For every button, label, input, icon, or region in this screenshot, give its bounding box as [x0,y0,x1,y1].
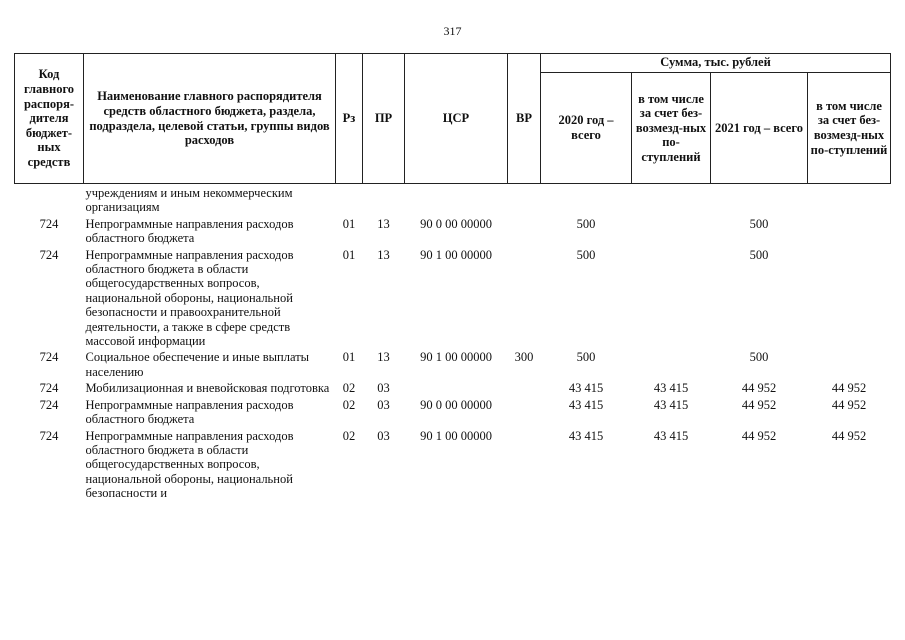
cell-vr [508,215,541,246]
table-header [15,54,891,184]
cell-csr: 90 0 00 00000 [420,216,492,231]
cell-pr: 03 [377,428,390,443]
cell-2021-total: 500 [749,350,769,365]
cell-vr [508,427,541,501]
cell-2020-total: 43 415 [568,381,604,396]
cell-code: 724 [39,428,59,443]
cell-2021-free [808,246,891,349]
cell-2021-free [808,215,891,246]
cell-2020-free [632,348,711,379]
cell-name: Непрограммные направления расходов областного бюджета в области общегосударственных вопросов, национальной обороны, национальной безопасности и [85,428,294,501]
cell-name: учреждениям и иным некоммерческим организациям [85,186,293,215]
cell-2020-free [632,246,711,349]
cell-2020-free [632,215,711,246]
cell-2020-total: 500 [576,247,596,262]
header-pr: ПР [363,54,405,184]
cell-vr [508,184,541,215]
cell-csr: 90 1 00 00000 [420,428,492,443]
cell-2020-free: 43 415 [653,381,689,396]
header-rz: Рз [336,54,363,184]
cell-pr: 03 [377,381,390,396]
cell-2020-total: 500 [576,350,596,365]
cell-2021-total: 500 [749,216,769,231]
cell-2021-free: 44 952 [831,428,867,443]
cell-2020-total: 43 415 [568,428,604,443]
cell-2021-total: 500 [749,247,769,262]
cell-2021-free: 44 952 [831,397,867,412]
table-row [15,348,891,379]
cell-vr: 300 [514,350,534,365]
table-row [15,379,891,395]
page-number: 317 [443,24,462,38]
cell-code: 724 [39,381,59,396]
cell-2020-free: 43 415 [653,428,689,443]
cell-vr [508,246,541,349]
table-row [15,396,891,427]
cell-pr: 13 [377,216,390,231]
table-row [15,246,891,349]
table-row [15,184,891,215]
cell-2021-free [808,184,891,215]
cell-rz: 02 [342,397,356,412]
cell-2021-total [711,184,808,215]
cell-code: 724 [39,397,59,412]
cell-csr [405,379,508,395]
cell-code: 724 [39,247,59,262]
cell-rz: 01 [342,350,356,365]
cell-name: Непрограммные направления расходов областного бюджета в области общегосударственных вопросов, национальной обороны, национальной безопасности и правоохранительной деятельности, а также в сфере средств массовой информации [85,247,294,349]
cell-csr [405,184,508,215]
header-2020-free: в том числе за счет без-возмезд-ных по-ступлений [632,73,711,184]
cell-2020-free [632,184,711,215]
cell-csr: 90 1 00 00000 [420,247,492,262]
cell-2020-free: 43 415 [653,397,689,412]
header-sum-title: Сумма, тыс. рублей [541,54,891,73]
cell-rz: 02 [342,381,356,396]
cell-rz: 01 [342,247,356,262]
cell-2021-total: 44 952 [741,381,777,396]
cell-pr: 13 [377,350,390,365]
cell-code [15,184,84,215]
header-2020-total: 2020 год – всего [541,73,632,184]
cell-2021-total: 44 952 [741,428,777,443]
cell-rz: 01 [342,216,356,231]
cell-name: Непрограммные направления расходов областного бюджета [85,216,294,246]
cell-rz: 02 [342,428,356,443]
cell-pr: 13 [377,247,390,262]
cell-name: Социальное обеспечение и иные выплаты населению [85,350,310,379]
cell-pr [363,184,405,215]
cell-code: 724 [39,350,59,365]
cell-2020-total: 500 [576,216,596,231]
table-row [15,427,891,501]
header-code: Код главного распоря-дителя бюджет-ных средств [15,54,84,184]
header-2021-total: 2021 год – всего [711,73,808,184]
header-csr: ЦСР [405,54,508,184]
cell-2021-free: 44 952 [831,381,867,396]
cell-vr [508,379,541,395]
cell-code: 724 [39,216,59,231]
header-name: Наименование главного распорядителя средств областного бюджета, раздела, подраздела, целевой статьи, группы видов расходов [84,54,336,184]
cell-csr: 90 0 00 00000 [420,397,492,412]
cell-rz [336,184,363,215]
cell-pr: 03 [377,397,390,412]
cell-2020-total [541,184,632,215]
table-body [15,184,891,501]
budget-table [14,53,891,501]
cell-csr: 90 1 00 00000 [420,350,492,365]
cell-2021-free [808,348,891,379]
header-2021-free: в том числе за счет без-возмезд-ных по-ступлений [808,73,891,184]
cell-2020-total: 43 415 [568,397,604,412]
table-row [15,215,891,246]
cell-name: Непрограммные направления расходов областного бюджета [85,397,294,427]
cell-name: Мобилизационная и вневойсковая подготовка [85,381,330,396]
cell-2021-total: 44 952 [741,397,777,412]
cell-vr [508,396,541,427]
header-vr: ВР [508,54,541,184]
